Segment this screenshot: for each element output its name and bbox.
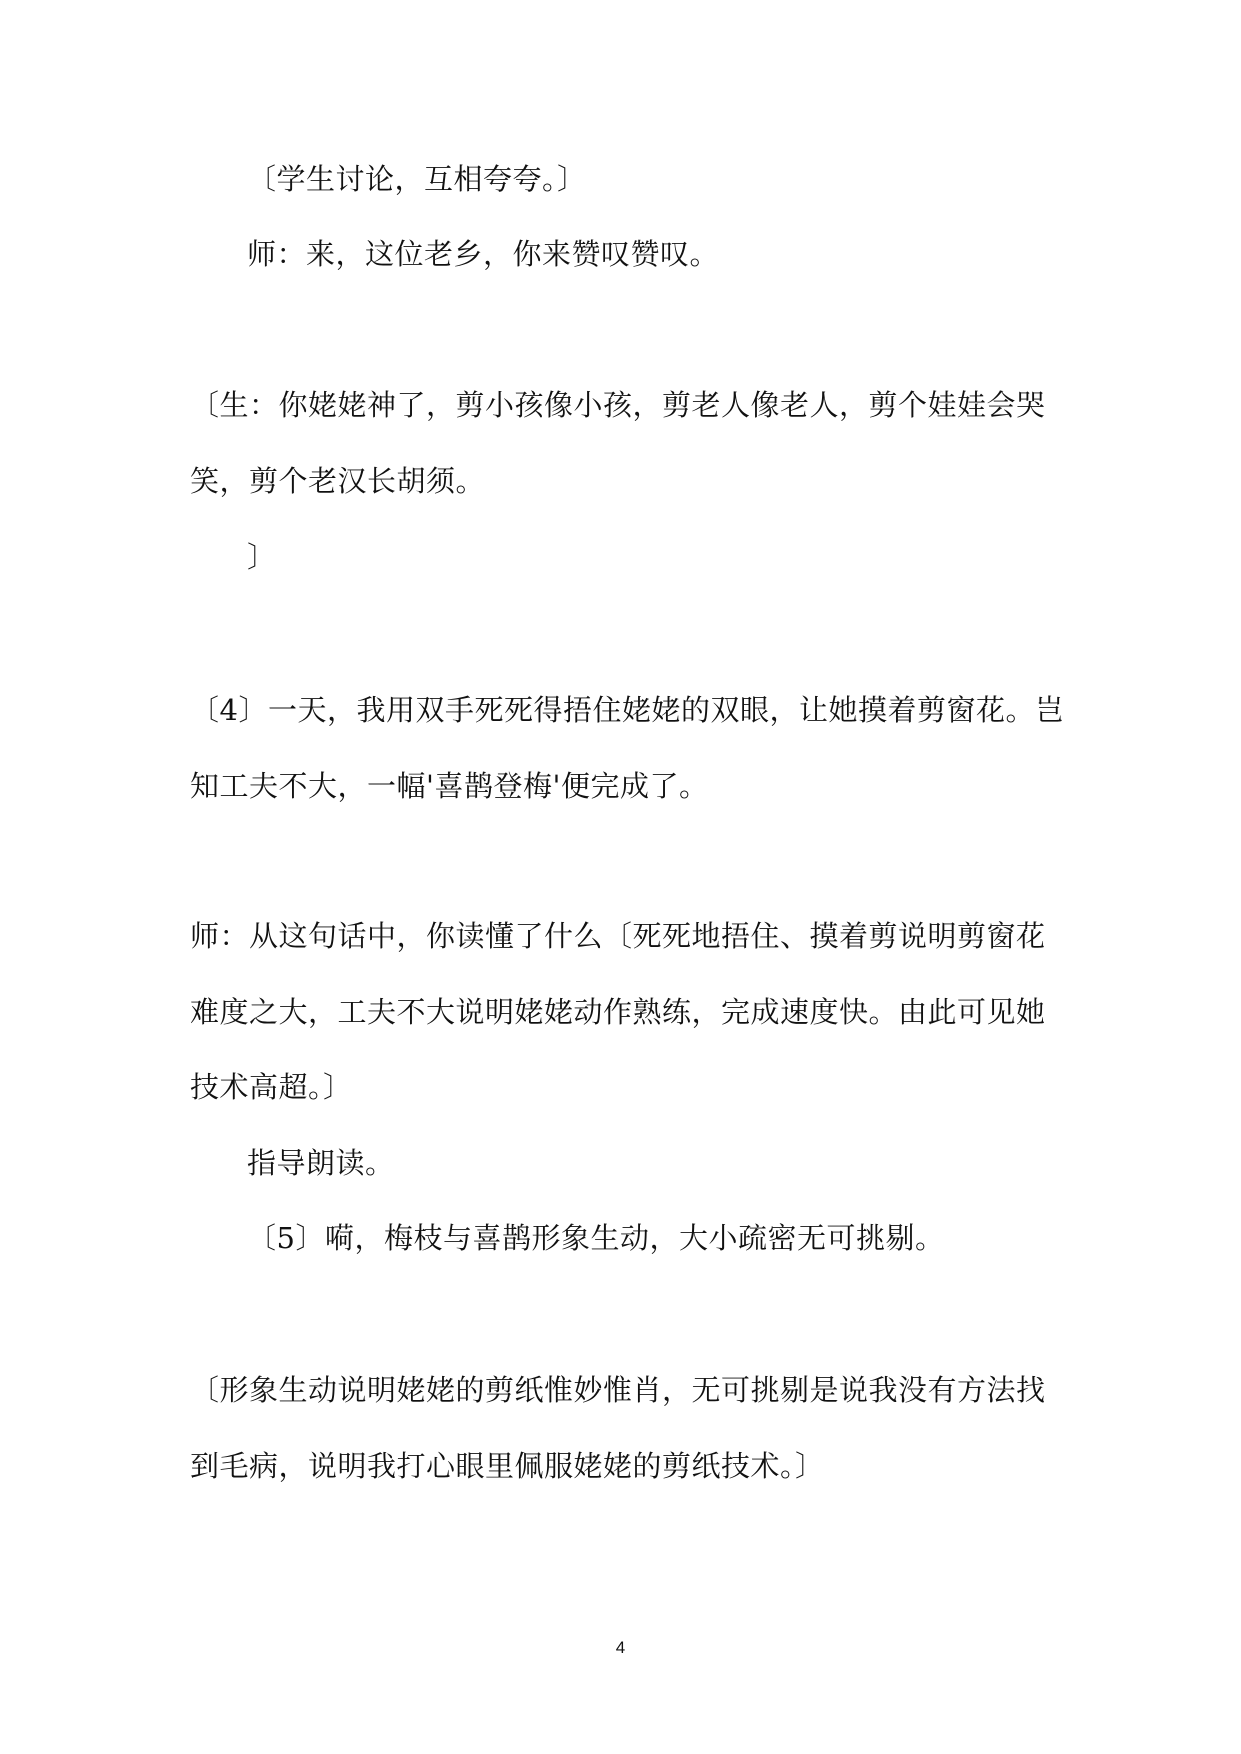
- paragraph-line: 指导朗读。: [247, 1146, 395, 1180]
- page-number: 4: [615, 1638, 626, 1657]
- paragraph-line: 笑，剪个老汉长胡须。: [190, 464, 486, 498]
- paragraph-line: 师：来，这位老乡，你来赞叹赞叹。: [247, 237, 720, 271]
- paragraph-line: 难度之大，工夫不大说明姥姥动作熟练，完成速度快。由此可见她: [190, 995, 1046, 1029]
- paragraph-line: 师：从这句话中，你读懂了什么〔死死地捂住、摸着剪说明剪窗花: [190, 919, 1046, 953]
- paragraph-line: 知工夫不大，一幅'喜鹊登梅'便完成了。: [190, 769, 709, 803]
- paragraph-line: 到毛病，说明我打心眼里佩服姥姥的剪纸技术。〕: [190, 1449, 825, 1483]
- paragraph-line: 〔学生讨论，互相夸夸。〕: [247, 162, 587, 196]
- paragraph-line: 〔生：你姥姥神了，剪小孩像小孩，剪老人像老人，剪个娃娃会哭: [190, 388, 1046, 422]
- paragraph-line: 〔5〕嗬，梅枝与喜鹊形象生动，大小疏密无可挑剔。: [247, 1221, 945, 1255]
- paragraph-line: 〕: [247, 540, 277, 574]
- paragraph-line: 〔形象生动说明姥姥的剪纸惟妙惟肖，无可挑剔是说我没有方法找: [190, 1373, 1046, 1407]
- paragraph-line: 〔4〕一天，我用双手死死得捂住姥姥的双眼，让她摸着剪窗花。岂: [190, 693, 1065, 727]
- paragraph-line: 技术高超。〕: [190, 1070, 353, 1104]
